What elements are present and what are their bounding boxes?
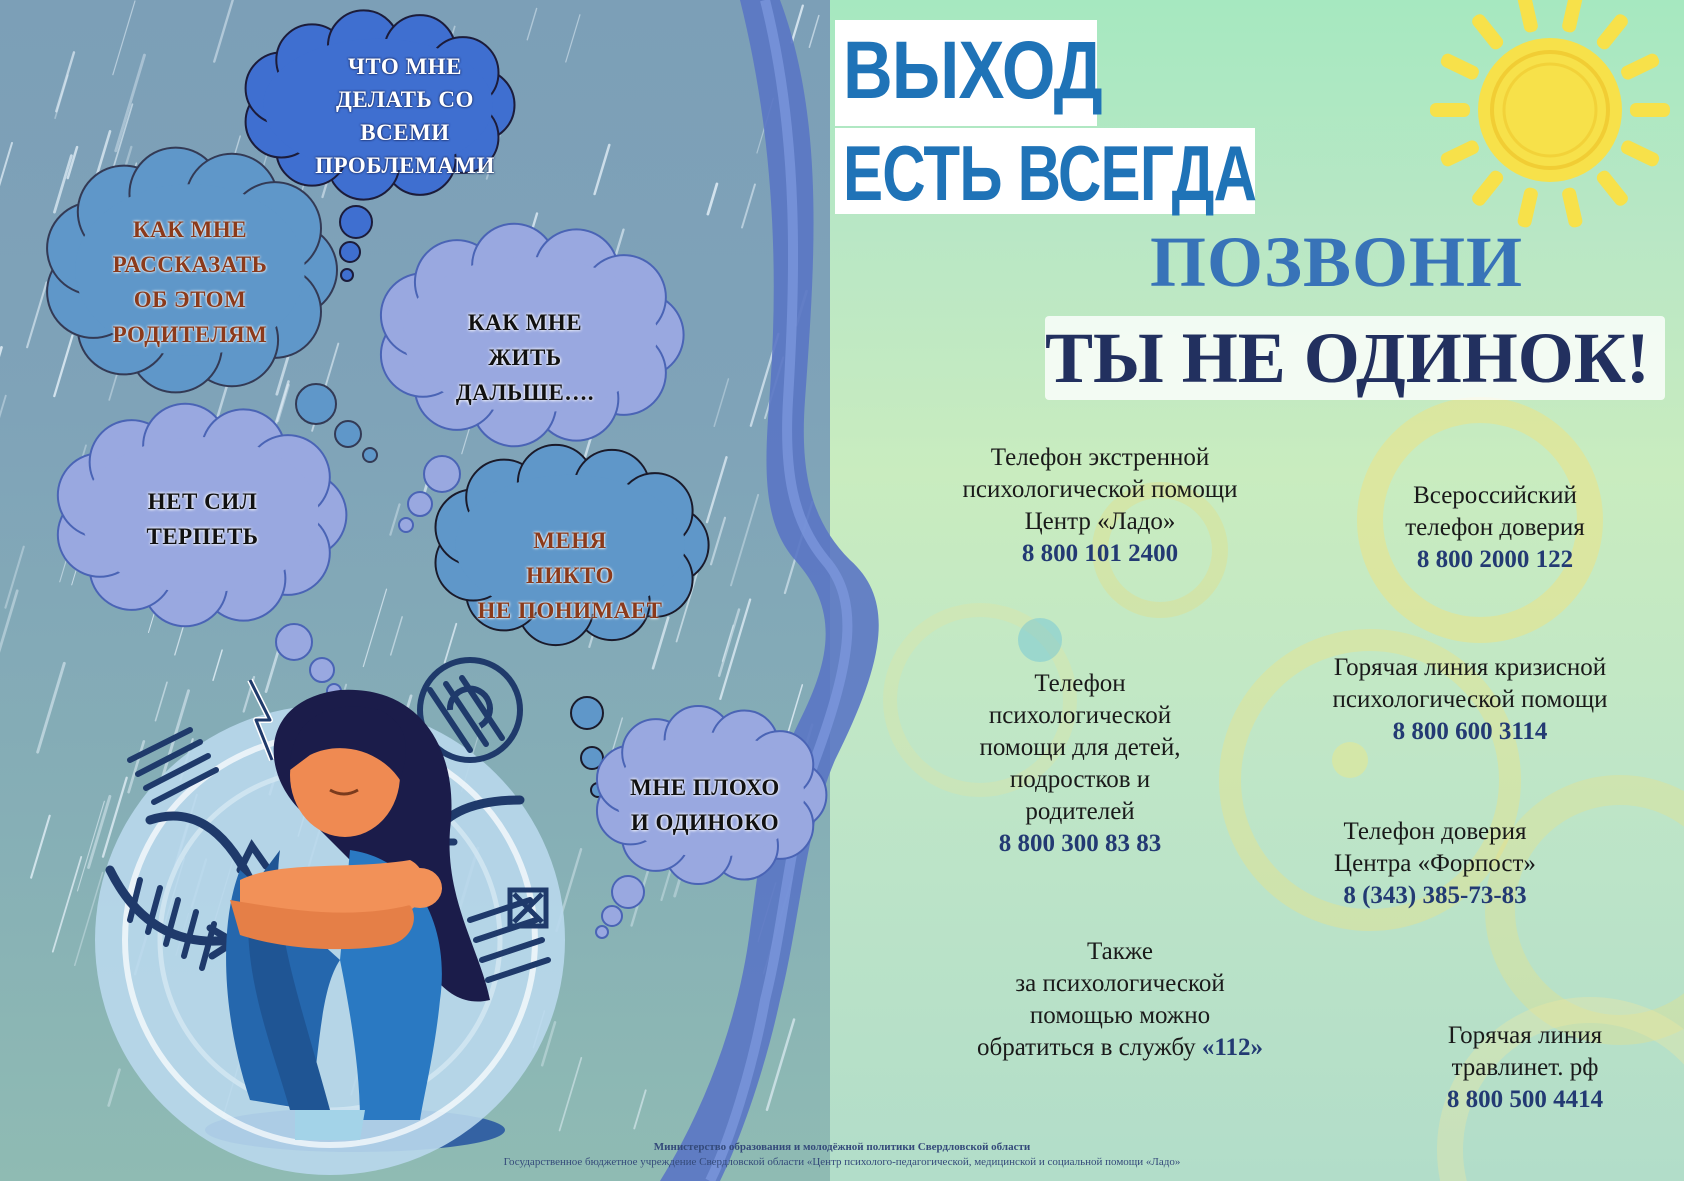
hotline-text: Центра «Форпост» (1334, 850, 1536, 877)
hotline-text: психологической помощи (1332, 686, 1608, 713)
thought-bubble (296, 384, 336, 424)
hotline-phone[interactable]: 8 800 300 83 83 (998, 830, 1162, 857)
hotline-text: родителей (1025, 798, 1135, 825)
hotline-text: психологической помощи (962, 476, 1238, 503)
thought-bubble (399, 518, 413, 532)
thought-bubble (341, 269, 353, 281)
hotline-text: Телефон экстренной (990, 444, 1210, 471)
emergency-number[interactable]: «112» (1201, 1034, 1264, 1061)
cloud-line: ЖИТЬ (488, 345, 562, 370)
thought-bubble (335, 421, 361, 447)
sun-ray (1630, 103, 1670, 117)
hotline-text: Горячая линия кризисной (1333, 654, 1607, 681)
hotline-forpost (1285, 816, 1585, 912)
hotline-text: телефон доверия (1405, 514, 1585, 541)
cloud-line: ТЕРПЕТЬ (146, 524, 259, 549)
hotline-phone[interactable]: 8 800 500 4414 (1446, 1086, 1604, 1113)
hotline-text: помощью можно (1029, 1002, 1211, 1029)
hotline-phone[interactable]: 8 800 2000 122 (1416, 546, 1574, 573)
cloud-line: КАК МНЕ (132, 217, 248, 242)
hotline-text: Также (1087, 938, 1153, 965)
cloud-line: И ОДИНОКО (630, 810, 780, 835)
sad-girl-illustration (90, 670, 610, 1170)
cloud-line: НИКТО (526, 563, 614, 588)
call-to-action: ПОЗВОНИ (1150, 222, 1524, 302)
hotline-children (930, 668, 1230, 860)
thought-bubble (340, 206, 372, 238)
hotline-crisis (1285, 652, 1655, 748)
hotline-bullying (1395, 1020, 1655, 1116)
title-line1: ВЫХОД (843, 25, 1102, 116)
hotline-lado (900, 442, 1300, 570)
headline: ТЫ НЕ ОДИНОК! (1045, 318, 1650, 398)
cloud-line: РОДИТЕЛЯМ (112, 322, 268, 347)
footer-ministry: Министерство образования и молодёжной политики Свердловской области (653, 1141, 1031, 1153)
cloud-line: ДАЛЬШЕ…. (455, 380, 595, 405)
thought-bubble (424, 456, 460, 492)
sun-ray (1619, 52, 1661, 82)
cloud-line: ПРОБЛЕМАМИ (315, 153, 495, 178)
hotline-text: травлинет. рф (1451, 1054, 1599, 1081)
hotline-text: помощи для детей, (979, 734, 1181, 761)
sun-ray (1561, 186, 1584, 228)
sun-ray (1619, 138, 1661, 168)
footer-institution: Государственное бюджетное учреждение Свердловской области «Центр психолого-педагогической, медицинской и социальной помощи «Ладо» (503, 1156, 1181, 1168)
cloud-text-parents (70, 212, 310, 352)
hotline-112 (940, 936, 1300, 1064)
cloud-line: ОБ ЭТОМ (133, 287, 247, 312)
cloud-text-no-strength (90, 484, 315, 554)
sun-ray (1470, 12, 1506, 52)
cloud-line: КАК МНЕ (467, 310, 583, 335)
hotline-phone[interactable]: 8 800 600 3114 (1392, 718, 1548, 745)
hotline-text-prefix: обратиться в службу (976, 1034, 1202, 1061)
sun-ray (1430, 103, 1470, 117)
hotline-phone[interactable]: 8 800 101 2400 (1021, 540, 1179, 567)
sun-ray (1439, 138, 1481, 168)
cloud-line: РАССКАЗАТЬ (112, 252, 268, 277)
cloud-line: НЕТ СИЛ (147, 489, 258, 514)
hotline-all-russian (1345, 480, 1645, 576)
thought-bubble (276, 624, 312, 660)
hotline-text: Горячая линия (1447, 1022, 1603, 1049)
cloud-text-live-on (410, 305, 640, 410)
title-box-line1 (835, 20, 1102, 126)
sun-ray (1594, 168, 1630, 208)
hotline-text: психологической (988, 702, 1172, 729)
hotline-text: подростков и (1009, 766, 1151, 793)
thought-bubble (363, 448, 377, 462)
thought-bubble (408, 492, 432, 516)
thought-bubble (340, 242, 360, 262)
hotline-phone[interactable]: 8 (343) 385-73-83 (1343, 882, 1527, 909)
cloud-text-lonely (600, 770, 810, 840)
cloud-text-problems (290, 50, 520, 182)
hotline-text: Центр «Ладо» (1024, 508, 1176, 535)
cloud-line: ДЕЛАТЬ СО (336, 87, 474, 112)
hotline-text: Всероссийский (1413, 482, 1577, 509)
title-line2: ЕСТЬ ВСЕГДА (843, 129, 1257, 217)
hotline-text: Телефон (1034, 670, 1126, 697)
cloud-line: МЕНЯ (533, 528, 607, 553)
title-box-line2 (835, 128, 1257, 217)
hotline-text: за психологической (1015, 970, 1225, 997)
sun-ray (1439, 52, 1481, 82)
sun-ray (1470, 168, 1506, 208)
cloud-line: ЧТО МНЕ (348, 54, 462, 79)
hotline-text: Телефон доверия (1343, 818, 1527, 845)
sun-ray (1594, 12, 1630, 52)
cloud-text-misunderstood (450, 523, 690, 628)
thought-bubble (612, 876, 644, 908)
cloud-line: НЕ ПОНИМАЕТ (477, 598, 663, 623)
hotline-text (940, 1032, 1300, 1064)
cloud-line: ВСЕМИ (360, 120, 450, 145)
cloud-line: МНЕ ПЛОХО (630, 775, 780, 800)
